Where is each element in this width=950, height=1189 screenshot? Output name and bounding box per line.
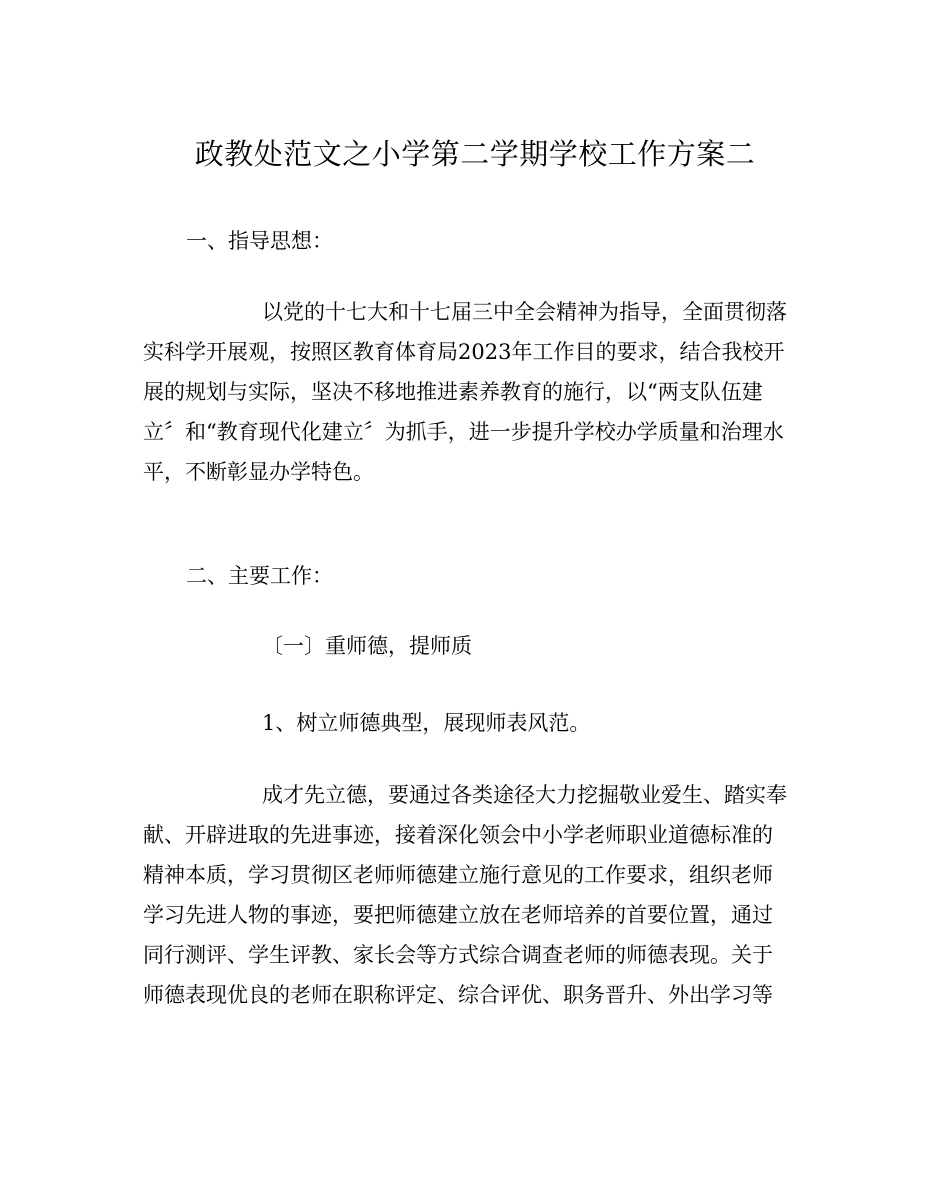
paragraph-line: 成才先立德，要通过各类途径大力挖掘敬业爱生、踏实奉 [262, 783, 787, 807]
section-2-subheading: 〔一〕重师德，提师质 [262, 634, 472, 658]
paragraph-line: 精神本质，学习贯彻区老师师德建立施行意见的工作要求，组织老师 [143, 863, 773, 887]
section-2-heading: 二、主要工作： [186, 564, 333, 588]
paragraph-line: 立〞和“教育现代化建立〞为抓手，进一步提升学校办学质量和治理水 [143, 420, 784, 444]
paragraph-line: 以党的十七大和十七届三中全会精神为指导，全面贯彻落 [262, 300, 787, 324]
section-1-paragraph [143, 292, 808, 492]
paragraph-line: 师德表现优良的老师在职称评定、综合评优、职务晋升、外出学习等 [143, 983, 773, 1007]
paragraph-line: 实科学开展观，按照区教育体育局2023年工作目的要求，结合我校开 [143, 340, 785, 364]
item-1-paragraph [143, 775, 808, 1015]
paragraph-line: 平，不断彰显办学特色。 [143, 460, 374, 484]
section-1-heading: 一、指导思想： [186, 229, 333, 253]
paragraph-line: 学习先进人物的事迹，要把师德建立放在老师培养的首要位置，通过 [143, 903, 773, 927]
paragraph-line: 同行测评、学生评教、家长会等方式综合调查老师的师德表现。关于 [143, 943, 773, 967]
item-1-heading: 1、树立师德典型，展现师表风范。 [262, 711, 591, 735]
paragraph-line: 展的规划与实际，坚决不移地推进素养教育的施行，以“两支队伍建 [143, 380, 763, 404]
paragraph-line: 献、开辟进取的先进事迹，接着深化领会中小学老师职业道德标准的 [143, 823, 773, 847]
document-title: 政教处范文之小学第二学期学校工作方案二 [194, 137, 756, 171]
